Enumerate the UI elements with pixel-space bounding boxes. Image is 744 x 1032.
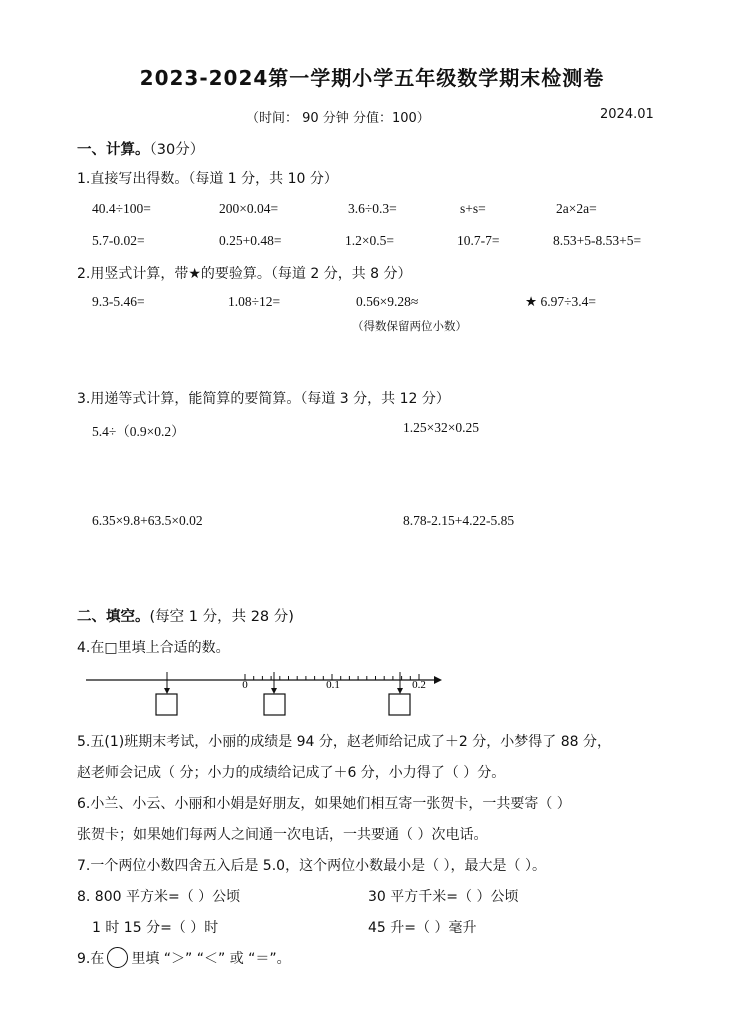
calc-item: 10.7-7= [457, 233, 500, 248]
question-8-d: 45 升=（ ）毫升 [368, 920, 477, 936]
page-title: 2023-2024第一学期小学五年级数学期末检测卷 [139, 66, 605, 90]
section-score: （30分） [149, 142, 205, 158]
stepwise-calc-item: 5.4÷（0.9×0.2） [92, 424, 185, 439]
question-6-line-1: 6.小兰、小云、小丽和小娟是好朋友，如果她们相互寄一张贺卡，一共要寄（ ） [77, 796, 571, 812]
vertical-calc-item-check: ★ 6.97÷3.4= [525, 294, 597, 309]
pointer-arrow-icon [397, 688, 403, 694]
question-8-c: 1 时 15 分=（ ）时 [92, 920, 219, 936]
vertical-calc-item: 1.08÷12= [228, 294, 281, 309]
question-8-a: 8. 800 平方米=（ ）公顷 [77, 889, 241, 905]
vertical-calc-item: 0.56×9.28≈ [356, 294, 419, 309]
calc-item: 8.53+5-8.53+5= [553, 233, 642, 248]
question-9 [77, 947, 291, 968]
section-score: (每空 1 分，共 28 分) [149, 609, 294, 625]
answer-box[interactable] [156, 694, 177, 715]
calc-item: 40.4÷100= [92, 201, 151, 216]
question-7: 7.一个两位小数四舍五入后是 5.0，这个两位小数最小是（ ），最大是（ ）。 [77, 858, 546, 874]
answer-box[interactable] [389, 694, 410, 715]
tick-label: 0 [242, 679, 248, 691]
question-9-prefix: 9.在 [77, 951, 105, 967]
section-heading-fill [77, 605, 294, 626]
rounding-note: （得数保留两位小数） [352, 319, 467, 333]
pointer-arrow-icon [164, 688, 170, 694]
circle-blank-icon [107, 947, 128, 968]
pointer-arrow-icon [271, 688, 277, 694]
calc-item: 3.6÷0.3= [348, 201, 397, 216]
calc-item: 5.7-0.02= [92, 233, 145, 248]
question-2-title: 2.用竖式计算，带★的要验算。（每道 2 分，共 8 分） [77, 266, 412, 282]
stepwise-calc-item: 8.78-2.15+4.22-5.85 [403, 513, 515, 528]
question-4-title: 4.在□里填上合适的数。 [77, 640, 230, 656]
tick-label: 0.1 [326, 679, 340, 691]
question-3-title: 3.用递等式计算，能简算的要简算。（每道 3 分，共 12 分） [77, 391, 450, 407]
question-9-suffix: 里填 “＞” “＜” 或 “＝”。 [131, 951, 291, 967]
question-6-line-2: 张贺卡；如果她们每两人之间通一次电话，一共要通（ ）次电话。 [77, 827, 488, 843]
number-line [80, 664, 450, 720]
question-5-line-2: 赵老师会记成（ 分；小力的成绩给记成了＋6 分，小力得了（ ）分。 [77, 765, 506, 781]
calc-item: 1.2×0.5= [345, 233, 394, 248]
number-line-arrow-icon [434, 676, 442, 684]
answer-box[interactable] [264, 694, 285, 715]
stepwise-calc-item: 1.25×32×0.25 [403, 420, 479, 435]
tick-label: 0.2 [412, 679, 426, 691]
vertical-calc-item: 9.3-5.46= [92, 294, 145, 309]
question-8-b: 30 平方千米=（ ）公顷 [368, 889, 519, 905]
calc-item: 200×0.04= [219, 201, 279, 216]
stepwise-calc-item: 6.35×9.8+63.5×0.02 [92, 513, 203, 528]
exam-date: 2024.01 [600, 107, 654, 122]
section-title: 二、填空。 [77, 609, 150, 625]
calc-item: 2a×2a= [556, 201, 597, 216]
section-heading-calc [77, 138, 204, 159]
question-5-line-1: 5.五(1)班期末考试，小丽的成绩是 94 分，赵老师给记成了＋2 分，小梦得了 88 分， [77, 734, 611, 750]
question-1-title: 1.直接写出得数。（每道 1 分，共 10 分） [77, 171, 338, 187]
section-title: 一、计算。 [77, 142, 150, 158]
exam-meta: （时间： 90 分钟 分值：100） [246, 111, 430, 126]
calc-item: s+s= [460, 201, 486, 216]
calc-item: 0.25+0.48= [219, 233, 282, 248]
